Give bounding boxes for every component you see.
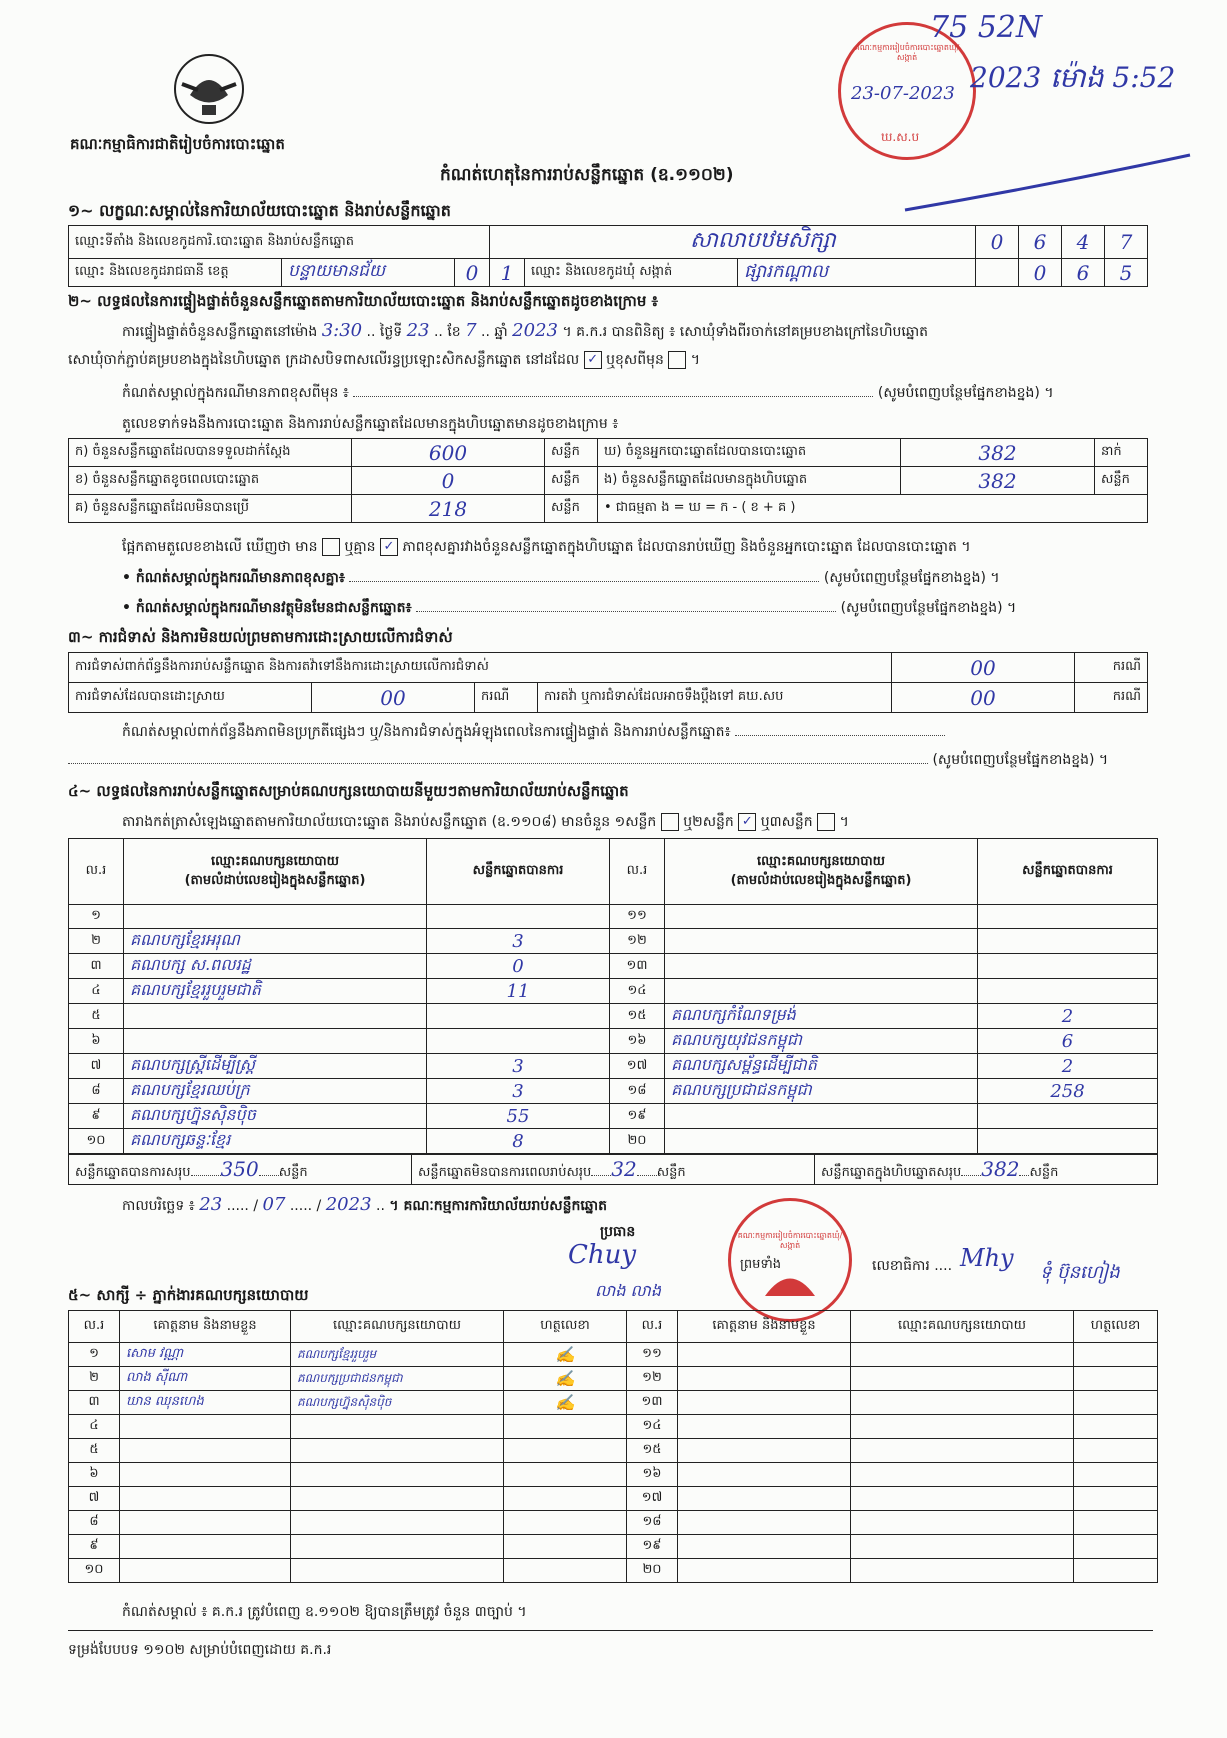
witness-name: [120, 1559, 291, 1583]
row-no: ៩: [69, 1535, 120, 1559]
witness-name: [678, 1415, 851, 1439]
footer-note: កំណត់សម្គាល់ ៖ គ.ក.រ ត្រូវបំពេញ ឧ.១១០២ ឱ្យបានត្រឹមត្រូវ ចំនួន ៣ច្បាប់ ។: [122, 1604, 527, 1620]
party-votes: 2: [978, 1054, 1158, 1079]
row-no: ២: [69, 1367, 120, 1391]
secretary-label: លេខាធិការ ....: [872, 1258, 953, 1274]
party-name: [665, 929, 978, 954]
table-row: [69, 1129, 1158, 1154]
party-name: [124, 905, 427, 929]
witness-party: [291, 1463, 504, 1487]
party-votes: [978, 954, 1158, 979]
table-row: [69, 1029, 1158, 1054]
table-row: [69, 1535, 1158, 1559]
witness-name: [678, 1439, 851, 1463]
section3-heading: ៣~ ការជំទាស់ និងការមិនយល់ព្រមតាមការដោះស្រាយលើការជំទាស់: [68, 628, 453, 646]
party-name: [665, 1129, 978, 1154]
row-no: ១០: [69, 1129, 124, 1154]
section2-heading: ២~ លទ្ធផលនៃការផ្ទៀងផ្ទាត់ចំនួនសន្លឹកឆ្នោតតាមការិយាល័យបោះឆ្នោត និងរាប់សន្លឹកឆ្នោតដូចខាងក្រោម ៖: [68, 292, 659, 310]
member-label: ព្រមទាំង: [740, 1257, 782, 1272]
president-label: ប្រធាន: [600, 1224, 636, 1240]
row-no: ៦: [69, 1029, 124, 1054]
party-name: គណបក្សហ្វ៊ុនស៊ិនប៉ិច: [124, 1104, 427, 1129]
row-no: ២០: [610, 1129, 665, 1154]
row-no: ១០: [69, 1559, 120, 1583]
row-no: ៥: [69, 1004, 124, 1029]
witness-party: [851, 1535, 1074, 1559]
place-label: ឈ្មោះទីតាំង និងលេខកូដការិ.បោះឆ្នោត និងរាប់សន្លឹកឆ្នោត: [69, 226, 490, 259]
totals-table: សន្លឹកឆ្នោតបានការសរុប 350 សន្លឹក សន្លឹកឆ្នោតមិនបានការពេលរាប់សរុប 32 សន្លឹក សន្លឹកឆ្នោតក្នុងហិបឆ្នោតសរុប 382 សន្លឹក: [68, 1154, 1158, 1185]
party-votes: 8: [427, 1129, 610, 1154]
witness-name: [678, 1391, 851, 1415]
tally-sheet-line: តារាងកត់ត្រាសំឡេងឆ្នោតតាមការិយាល័យបោះឆ្នោត និងរាប់សន្លឹកឆ្នោត (ឧ.១១០៨) មានចំនួន ១សន្លឹក ឬ២សន្លឹក ✓ ឬ៣សន្លឹក ។: [122, 814, 849, 830]
witness-signature: [504, 1511, 627, 1535]
row-no: ១៤: [610, 979, 665, 1004]
province-label: ឈ្មោះ និងលេខកូដរាជធានី ខេត្ត: [69, 259, 282, 287]
row-no: ៧: [69, 1054, 124, 1079]
row-no: ៧: [69, 1487, 120, 1511]
witness-name: [120, 1439, 291, 1463]
witness-signature: [504, 1559, 627, 1583]
party-name: គណបក្សយុវជនកម្ពុជា: [665, 1029, 978, 1054]
party-name: [665, 1104, 978, 1129]
compare-line: ផ្អែកតាមតួលេខខាងលើ ឃើញថា មាន ឬគ្មាន ✓ ភាពខុសគ្នារវាងចំនួនសន្លឹកឆ្នោតក្នុងហិបឆ្នោត ដែលបានរាប់ឃើញ និងចំនួនអ្នកបោះឆ្នោត ដែលបានបោះឆ្នោត ។: [122, 539, 971, 555]
witness-party: [851, 1559, 1074, 1583]
witness-party: [851, 1367, 1074, 1391]
section4-heading: ៤~ លទ្ធផលនៃការរាប់សន្លឹកឆ្នោតសម្រាប់គណបក្សនយោបាយនីមួយៗតាមការិយាល័យរាប់សន្លឹកឆ្នោត: [68, 782, 629, 800]
party-name: គណបក្សខ្មែរអរុណ: [124, 929, 427, 954]
row-no: ១២: [627, 1367, 678, 1391]
no-difference-checkbox[interactable]: ✓: [380, 538, 398, 556]
witness-signature: [1074, 1391, 1158, 1415]
row-no: ២: [69, 929, 124, 954]
witness-name: [678, 1463, 851, 1487]
witness-signature: [1074, 1487, 1158, 1511]
row-no: ១២: [610, 929, 665, 954]
witness-party: គណបក្សហ្វ៊ុនស៊ិនប៉ិច: [291, 1391, 504, 1415]
two-sheets-checkbox[interactable]: ✓: [738, 813, 756, 831]
table-row: [69, 1104, 1158, 1129]
witness-name: [678, 1367, 851, 1391]
party-name: គណបក្សឆន្ទៈខ្មែរ: [124, 1129, 427, 1154]
witness-party: [851, 1415, 1074, 1439]
section1-heading: ១~ លក្ខណៈសម្គាល់នៃការិយាល័យបោះឆ្នោត និងរាប់សន្លឹកឆ្នោត: [68, 201, 451, 220]
difference-note-line: កំណត់សម្គាល់ក្នុងករណីមានភាពខុសពីមុន ៖ (សូមបំពេញបន្ថែមផ្នែកខាងខ្នង) ។: [122, 385, 1054, 401]
section5-heading: ៥~ សាក្សី ÷ ភ្នាក់ងារគណបក្សនយោបាយ: [68, 1286, 309, 1304]
row-no: ១៧: [610, 1054, 665, 1079]
witness-name: [120, 1487, 291, 1511]
figures-table: ក) ចំនួនសន្លឹកឆ្នោតដែលបានទទួលដាក់ស្តែង 600 សន្លឹក ឃ) ចំនួនអ្នកបោះឆ្នោតដែលបានបោះឆ្នោត 382 នាក់ ខ) ចំនួនសន្លឹកឆ្នោតខូចពេលបោះឆ្នោត 0 សន្លឹក ង) ចំនួនសន្លឹកឆ្នោតដែលមានក្នុងហិបឆ្នោត 382 សន្លឹក គ) ចំនួនសន្លឹកឆ្នោតដែលមិនបានប្រើ 218 សន្លឹក • ជាធម្មតា ង = ឃ = ក - ( ខ + គ ): [68, 438, 1148, 523]
president-name: លាង លាង: [595, 1281, 662, 1300]
row-no: ១៤: [627, 1415, 678, 1439]
table-row: [69, 1487, 1158, 1511]
seal-line: សោឃុំចាក់ភ្ជាប់គម្របខាងក្នុងនៃហិបឆ្នោត ក្រដាសបិទពាសលើរន្ធប្រឡោះសិកសន្លឹកឆ្នោត នៅដដែល ✓ ឬខុសពីមុន ។: [68, 352, 701, 368]
witness-signature: [504, 1415, 627, 1439]
party-votes: [427, 905, 610, 929]
witness-signature: [1074, 1535, 1158, 1559]
witness-name: [120, 1535, 291, 1559]
row-no: ១៣: [610, 954, 665, 979]
row-no: ៩: [69, 1104, 124, 1129]
commune-label: ឈ្មោះ និងលេខកូដឃុំ សង្កាត់: [525, 259, 738, 287]
table-row: [69, 1439, 1158, 1463]
witness-table: ល.រ គោត្តនាម និងនាមខ្លួន ឈ្មោះគណបក្សនយោបាយ ហត្ថលេខា ល.រ គោត្តនាម និងនាមខ្លួន ឈ្មោះគណបក្សនយោបាយ ហត្ថលេខា ១ សោម វណ្ណា គណបក្សខ្មែររួបរួម ✍ ១១ ២ លាង ស៊ីណា គណបក្សប្រជាជនកម្ពុជា ✍ ១២ ៣ ឃាន ឈុនហេង គណបក្សហ្វ៊ុនស៊ិនប៉ិច ✍ ១៣ ៤ ១៤ ៥ ១៥ ៦ ១៦ ៧ ១៧ ៨ ១៨ ៩ ១៩ ១០ ២០: [68, 1310, 1158, 1583]
party-votes: 0: [427, 954, 610, 979]
pen-stroke: [900, 150, 1200, 224]
party-votes: 3: [427, 929, 610, 954]
party-name: គណបក្សសម្ព័ន្ធដើម្បីជាតិ: [665, 1054, 978, 1079]
row-no: ១១: [627, 1343, 678, 1367]
party-votes: [978, 1104, 1158, 1129]
signoff-date: កាលបរិច្ឆេទ ៖ 23 ..... / 07 ..... / 2023 .. ។ គណៈកម្មការការិយាល័យរាប់សន្លឹកឆ្នោត: [122, 1194, 608, 1215]
row-no: ៨: [69, 1511, 120, 1535]
table-row: [69, 1079, 1158, 1104]
form-note: ទម្រង់បែបបទ ១១០២ សម្រាប់បំពេញដោយ គ.ក.រ: [68, 1642, 332, 1658]
party-votes: [978, 979, 1158, 1004]
party-name: [124, 1029, 427, 1054]
witness-signature: [1074, 1511, 1158, 1535]
three-sheets-checkbox[interactable]: [817, 813, 835, 831]
table-row: [69, 979, 1158, 1004]
witness-party: [291, 1487, 504, 1511]
table-row: [69, 905, 1158, 929]
row-no: ១៩: [627, 1535, 678, 1559]
party-name: គណបក្សកំណែទម្រង់: [665, 1004, 978, 1029]
row-no: ១១: [610, 905, 665, 929]
row-no: ៦: [69, 1463, 120, 1487]
row-no: ១៨: [610, 1079, 665, 1104]
witness-signature: ✍: [504, 1391, 627, 1415]
witness-signature: [504, 1535, 627, 1559]
official-stamp-top: គណៈកម្មការរៀបចំការបោះឆ្នោតឃុំ/សង្កាត់ 23-07-2023 ឃ.ស.ប: [838, 22, 976, 160]
place-value: សាលាបឋមសិក្សា: [490, 226, 976, 259]
witness-signature: [1074, 1463, 1158, 1487]
witness-signature: [504, 1487, 627, 1511]
row-no: ១៦: [610, 1029, 665, 1054]
footer-divider: [68, 1630, 1153, 1631]
witness-party: គណបក្សប្រជាជនកម្ពុជា: [291, 1367, 504, 1391]
table-row: [69, 1004, 1158, 1029]
objections-table: ការជំទាស់ពាក់ព័ន្ធនឹងការរាប់សន្លឹកឆ្នោត និងការតវ៉ាទៅនឹងការដោះស្រាយលើការជំទាស់ 00 ករណី ការជំទាស់ដែលបានដោះស្រាយ 00 ករណី ការតវ៉ា ឬការជំទាស់ដែលអាចទឹងប្តឹងទៅ គឃ.សប 00 ករណី: [68, 652, 1148, 713]
form-title: កំណត់ហេតុនៃការរាប់សន្លឹកឆ្នោត (ឧ.១១០២): [440, 165, 734, 185]
party-results-table: ល.រ ឈ្មោះគណបក្សនយោបាយ (តាមលំដាប់លេខរៀងក្នុងសន្លឹកឆ្នោត) សន្លឹកឆ្នោតបានការ ល.រ ឈ្មោះគណបក្សនយោបាយ (តាមលំដាប់លេខរៀងក្នុងសន្លឹកឆ្នោត) សន្លឹកឆ្នោតបានការ ១ ១១ ២ គណបក្សខ្មែរអរុណ 3 ១២ ៣ គណបក្ស​ ស.ពលរដ្ឋ 0 ១៣ ៤ គណបក្សខ្មែររួបរួមជាតិ 11 ១៤ ៥ ១៥ គណបក្សកំណែទម្រង់ 2 ៦ ១៦ គណបក្សយុវជនកម្ពុជា 6 ៧ គណបក្សស្ត្រីដើម្បីស្ត្រី 3 ១៧ គណបក្សសម្ព័ន្ធដើម្បីជាតិ 2 ៨ គណបក្សខ្មែរឈប់ក្រ 3 ១៨ គណបក្សប្រជាជនកម្ពុជា 258 ៩ គណបក្សហ្វ៊ុនស៊ិនប៉ិច 55 ១៩ ១០ គណបក្សឆន្ទៈខ្មែរ 8 ២០: [68, 838, 1158, 1154]
top-annotation-code: 75 52N: [930, 10, 1043, 45]
party-votes: [978, 1129, 1158, 1154]
witness-name: [120, 1415, 291, 1439]
row-no: ៥: [69, 1439, 120, 1463]
row-no: ៣: [69, 1391, 120, 1415]
witness-signature: [1074, 1439, 1158, 1463]
section1-table: ឈ្មោះទីតាំង និងលេខកូដការិ.បោះឆ្នោត និងរាប់សន្លឹកឆ្នោត សាលាបឋមសិក្សា 0 6 4 7 ឈ្មោះ និងលេខកូដរាជធានី ខេត្ត បន្ទាយមានជ័យ 0 1 ឈ្មោះ និងលេខកូដឃុំ សង្កាត់ ផ្សារកណ្តាល 0 6 5: [68, 225, 1148, 287]
row-no: ១៩: [610, 1104, 665, 1129]
witness-name: សោម វណ្ណា: [120, 1343, 291, 1367]
table-row: [69, 1367, 1158, 1391]
witness-party: [291, 1439, 504, 1463]
party-votes: 258: [978, 1079, 1158, 1104]
witness-name: [120, 1511, 291, 1535]
witness-party: [851, 1487, 1074, 1511]
witness-name: [678, 1511, 851, 1535]
official-stamp-bottom: គណៈកម្មការរៀបចំការបោះឆ្នោតឃុំ/សង្កាត់: [728, 1198, 852, 1322]
party-votes: [978, 905, 1158, 929]
witness-signature: [504, 1439, 627, 1463]
president-signature: Chuy: [568, 1240, 637, 1270]
witness-name: [120, 1463, 291, 1487]
table-row: [69, 1415, 1158, 1439]
witness-signature: [1074, 1559, 1158, 1583]
witness-party: [851, 1439, 1074, 1463]
changed-checkbox[interactable]: [668, 351, 686, 369]
table-row: [69, 1511, 1158, 1535]
party-name: គណបក្សស្ត្រីដើម្បីស្ត្រី: [124, 1054, 427, 1079]
top-annotation-datetime: 2023 ម៉ោង 5:52: [970, 61, 1176, 94]
party-votes: [978, 929, 1158, 954]
table-row: [69, 954, 1158, 979]
table-row: [69, 1391, 1158, 1415]
party-name: គណបក្ស​ ស.ពលរដ្ឋ: [124, 954, 427, 979]
row-no: ១៥: [627, 1439, 678, 1463]
table-row: [69, 1054, 1158, 1079]
witness-signature: [1074, 1367, 1158, 1391]
witness-name: [678, 1559, 851, 1583]
object-note: • កំណត់សម្គាល់ក្នុងករណីមានវត្ថុមិនមែនជាសន្លឹកឆ្នោត៖ (សូមបំពេញបន្ថែមផ្នែកខាងខ្នង) ។: [122, 600, 1017, 616]
commune-value: ផ្សារកណ្តាល: [738, 259, 976, 287]
secretary-signature: Mhy: [960, 1244, 1014, 1272]
party-votes: 11: [427, 979, 610, 1004]
party-name: គណបក្សខ្មែរឈប់ក្រ: [124, 1079, 427, 1104]
table-row: [69, 929, 1158, 954]
row-no: ២០: [627, 1559, 678, 1583]
party-votes: 3: [427, 1079, 610, 1104]
row-no: ១៦: [627, 1463, 678, 1487]
party-name: គណបក្សខ្មែររួបរួមជាតិ: [124, 979, 427, 1004]
witness-party: [851, 1343, 1074, 1367]
witness-signature: [504, 1463, 627, 1487]
row-no: ៨: [69, 1079, 124, 1104]
party-votes: [427, 1029, 610, 1054]
verification-line: ការផ្ទៀងផ្ទាត់ចំនួនសន្លឹកឆ្នោតនៅម៉ោង 3:30 .. ថ្ងៃទី 23 .. ខែ 7 .. ឆ្នាំ 2023 ។ គ.ក.រ បានពិនិត្យ ៖ សោឃុំទាំងពីរចាក់នៅគម្របខាងក្រៅនៃហិបឆ្នោត: [122, 320, 929, 341]
witness-party: [291, 1511, 504, 1535]
witness-party: [291, 1535, 504, 1559]
party-votes: 6: [978, 1029, 1158, 1054]
witness-party: [851, 1511, 1074, 1535]
witness-party: [851, 1391, 1074, 1415]
party-name: [124, 1004, 427, 1029]
witness-signature: ✍: [504, 1343, 627, 1367]
emblem-logo: [170, 50, 248, 128]
irregularity-note: កំណត់សម្គាល់ពាក់ព័ន្ធនឹងភាពមិនប្រក្រតីផ្សេងៗ ឬ/និងការជំទាស់ក្នុងអំឡុងពេលនៃការផ្ទៀងផ្ទាត់ និងការរាប់សន្លឹកឆ្នោត៖: [122, 722, 945, 743]
party-name: [665, 979, 978, 1004]
row-no: ១៧: [627, 1487, 678, 1511]
party-name: [665, 905, 978, 929]
row-no: ១: [69, 1343, 120, 1367]
secretary-name: ទុំ ប៊ុនហៀង: [1040, 1262, 1120, 1283]
diff-note: • កំណត់សម្គាល់ក្នុងករណីមានភាពខុសគ្នា៖ (សូមបំពេញបន្ថែមផ្នែកខាងខ្នង) ។: [122, 570, 1000, 586]
table-row: [69, 1463, 1158, 1487]
table-row: [69, 1343, 1158, 1367]
witness-party: [291, 1415, 504, 1439]
party-votes: 3: [427, 1054, 610, 1079]
row-no: ៤: [69, 979, 124, 1004]
irregularity-note-cont: (សូមបំពេញបន្ថែមផ្នែកខាងខ្នង) ។: [68, 750, 1153, 771]
party-votes: 55: [427, 1104, 610, 1129]
party-votes: [427, 1004, 610, 1029]
witness-party: [851, 1463, 1074, 1487]
table-row: [69, 1559, 1158, 1583]
party-name: [665, 954, 978, 979]
row-no: ៣: [69, 954, 124, 979]
same-checkbox[interactable]: ✓: [584, 351, 602, 369]
witness-name: លាង ស៊ីណា: [120, 1367, 291, 1391]
party-name: គណបក្សប្រជាជនកម្ពុជា: [665, 1079, 978, 1104]
row-no: ១៨: [627, 1511, 678, 1535]
witness-signature: ✍: [504, 1367, 627, 1391]
witness-party: គណបក្សខ្មែររួបរួម: [291, 1343, 504, 1367]
row-no: ៤: [69, 1415, 120, 1439]
witness-name: [678, 1343, 851, 1367]
witness-signature: [1074, 1415, 1158, 1439]
figures-intro: តួលេខទាក់ទងនឹងការបោះឆ្នោត និងការរាប់សន្លឹកឆ្នោតដែលមានក្នុងហិបឆ្នោតមានដូចខាងក្រោម ៖: [122, 416, 619, 432]
witness-party: [291, 1559, 504, 1583]
witness-name: ឃាន ឈុនហេង: [120, 1391, 291, 1415]
witness-name: [678, 1535, 851, 1559]
party-votes: 2: [978, 1004, 1158, 1029]
one-sheet-checkbox[interactable]: [661, 813, 679, 831]
row-no: ១: [69, 905, 124, 929]
row-no: ១៣: [627, 1391, 678, 1415]
row-no: ១៥: [610, 1004, 665, 1029]
committee-name: គណៈកម្មាធិការជាតិរៀបចំការបោះឆ្នោត: [70, 135, 285, 153]
has-difference-checkbox[interactable]: [322, 538, 340, 556]
witness-name: [678, 1487, 851, 1511]
witness-signature: [1074, 1343, 1158, 1367]
province-value: បន្ទាយមានជ័យ: [282, 259, 455, 287]
